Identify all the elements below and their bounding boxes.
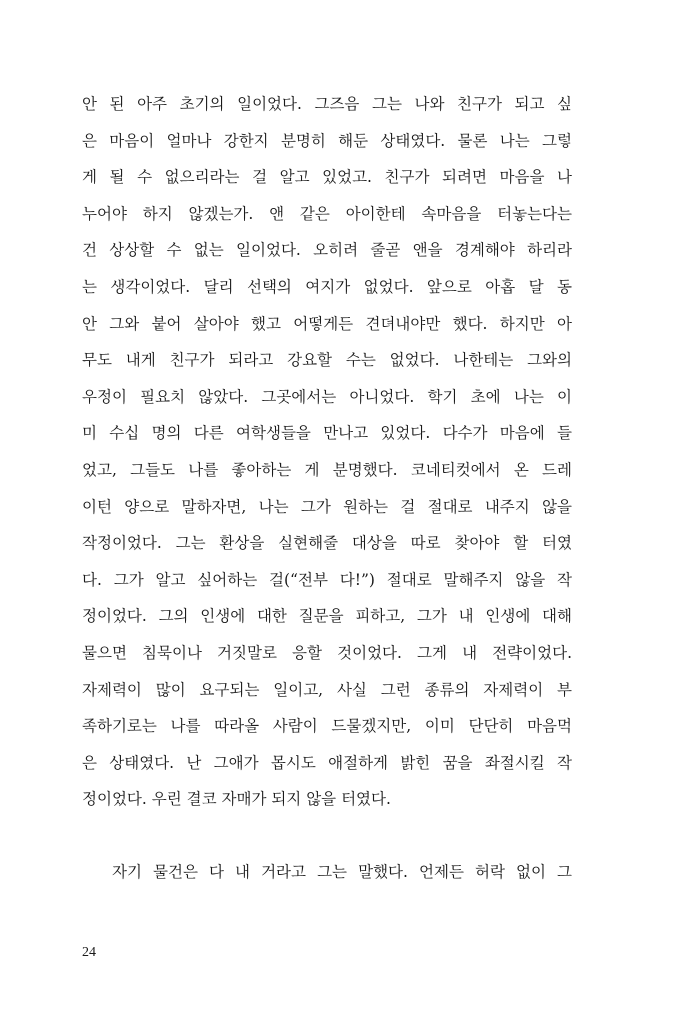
text-line: 자제력이 많이 요구되는 일이고, 사실 그런 종류의 자제력이 부 — [82, 680, 572, 699]
paragraph-2 — [82, 854, 572, 891]
body-text — [82, 86, 572, 890]
paragraph-1 — [82, 86, 572, 818]
text-line: 었고, 그들도 나를 좋아하는 게 분명했다. 코네티컷에서 온 드레 — [82, 460, 572, 479]
text-line: 물으면 침묵이나 거짓말로 응할 것이었다. 그게 내 전략이었다. — [82, 643, 572, 662]
text-line: 우정이 필요치 않았다. 그곳에서는 아니었다. 학기 초에 나는 이 — [82, 387, 572, 406]
text-line: 다. 그가 알고 싶어하는 걸(“전부 다!”) 절대로 말해주지 않을 작 — [82, 570, 572, 589]
text-line: 는 생각이었다. 달리 선택의 여지가 없었다. 앞으로 아홉 달 동 — [82, 277, 572, 296]
page-number: 24 — [82, 945, 96, 960]
text-line: 안 된 아주 초기의 일이었다. 그즈음 그는 나와 친구가 되고 싶 — [82, 95, 572, 113]
text-line: 미 수십 명의 다른 여학생들을 만나고 있었다. 다수가 마음에 들 — [82, 424, 572, 443]
text-line: 이턴 양으로 말하자면, 나는 그가 원하는 걸 절대로 내주지 않을 — [82, 497, 572, 516]
text-line last-line: 정이었다. 우린 결코 자매가 되지 않을 터였다. — [82, 790, 391, 809]
text-line: 건 상상할 수 없는 일이었다. 오히려 줄곧 앤을 경계해야 하리라 — [82, 241, 572, 260]
text-line: 안 그와 붙어 살아야 했고 어떻게든 견뎌내야만 했다. 하지만 아 — [82, 314, 572, 333]
text-line: 무도 내게 친구가 되라고 강요할 수는 없었다. 나한테는 그와의 — [82, 351, 572, 370]
text-line: 누어야 하지 않겠는가. 앤 같은 아이한테 속마음을 터놓는다는 — [82, 204, 572, 223]
text-line: 족하기로는 나를 따라올 사람이 드물겠지만, 이미 단단히 마음먹 — [82, 717, 572, 736]
text-line: 정이었다. 그의 인생에 대한 질문을 피하고, 그가 내 인생에 대해 — [82, 607, 572, 626]
text-line: 게 될 수 없으리라는 걸 알고 있었고. 친구가 되려면 마음을 나 — [82, 168, 572, 187]
text-line: 은 마음이 얼마나 강한지 분명히 해둔 상태였다. 물론 나는 그렇 — [82, 131, 572, 150]
text-line: 자기 물건은 다 내 거라고 그는 말했다. 언제든 허락 없이 그 — [112, 862, 572, 881]
text-line: 은 상태였다. 난 그애가 몹시도 애절하게 밝힌 꿈을 좌절시킬 작 — [82, 753, 572, 772]
text-line: 작정이었다. 그는 환상을 실현해줄 대상을 따로 찾아야 할 터였 — [82, 534, 572, 553]
